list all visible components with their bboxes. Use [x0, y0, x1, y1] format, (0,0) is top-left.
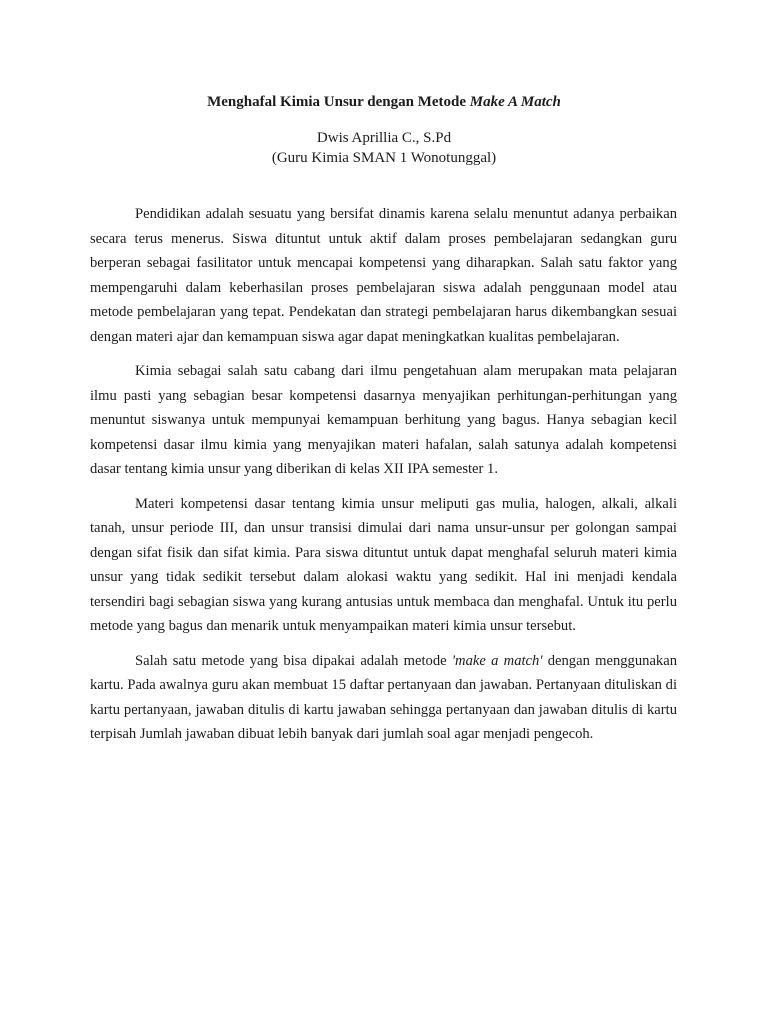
paragraph-3: Materi kompetensi dasar tentang kimia unsur meliputi gas mulia, halogen, alkali, alkali tanah, unsur periode III, dan unsur transisi dimulai dari nama unsur-unsur per golongan sampai dengan sifat fisik dan sifat kimia. Para siswa dituntut untuk dapat menghafal seluruh materi kimia unsur yang tidak sedikit tersebut dalam alokasi waktu yang sedikit. Hal ini menjadi kendala tersendiri bagi sebagian siswa yang kurang antusias untuk membaca dan menghafal. Untuk itu perlu metode yang bagus dan menarik untuk menyampaikan materi kimia unsur tersebut. [90, 495, 677, 634]
author-name: Dwis Aprillia C., S.Pd [316, 130, 452, 146]
title-italic-text: Make A Match [469, 94, 561, 110]
paragraph-4 [90, 649, 677, 747]
document-title [0, 92, 768, 112]
paragraph-4-lead: Salah satu metode yang bisa dipakai adalah metode [135, 652, 452, 669]
author-affiliation: (Guru Kimia SMAN 1 Wonotunggal) [271, 150, 497, 166]
paragraph-4-rest: dengan menggunakan kartu. Pada awalnya guru akan membuat 15 daftar pertanyaan dan jawaban. Pertanyaan dituliskan di kartu pertanyaan, jawaban ditulis di kartu jawaban sehingga pertanyaan dan jawaban ditulis di kartu terpisah Jumlah jawaban dibuat lebih banyak dari jumlah soal agar menjadi pengecoh. [90, 652, 677, 742]
document-body [90, 202, 677, 747]
paragraph-4-method-name: 'make a match' [451, 652, 543, 669]
title-main-text: Menghafal Kimia Unsur dengan Metode [207, 94, 470, 110]
paragraph-1: Pendidikan adalah sesuatu yang bersifat dinamis karena selalu menuntut adanya perbaikan secara terus menerus. Siswa dituntut untuk aktif dalam proses pembelajaran sedangkan guru berperan sebagai fasilitator untuk mencapai kompetensi yang diharapkan. Salah satu faktor yang mempengaruhi dalam keberhasilan proses pembelajaran siswa adalah penggunaan model atau metode pembelajaran yang tepat. Pendekatan dan strategi pembelajaran harus dikembangkan sesuai dengan materi ajar dan kemampuan siswa agar dapat meningkatkan kualitas pembelajaran. [90, 206, 677, 345]
paragraph-2: Kimia sebagai salah satu cabang dari ilmu pengetahuan alam merupakan mata pelajaran ilmu pasti yang sebagian besar kompetensi dasarnya menyajikan perhitungan-perhitungan yang menuntut siswanya untuk mempunyai kemampuan berhitung yang bagus. Hanya sebagian kecil kompetensi dasar ilmu kimia yang menyajikan materi hafalan, salah satunya adalah kompetensi dasar tentang kimia unsur yang diberikan di kelas XII IPA semester 1. [90, 363, 677, 477]
author-block [0, 128, 768, 168]
